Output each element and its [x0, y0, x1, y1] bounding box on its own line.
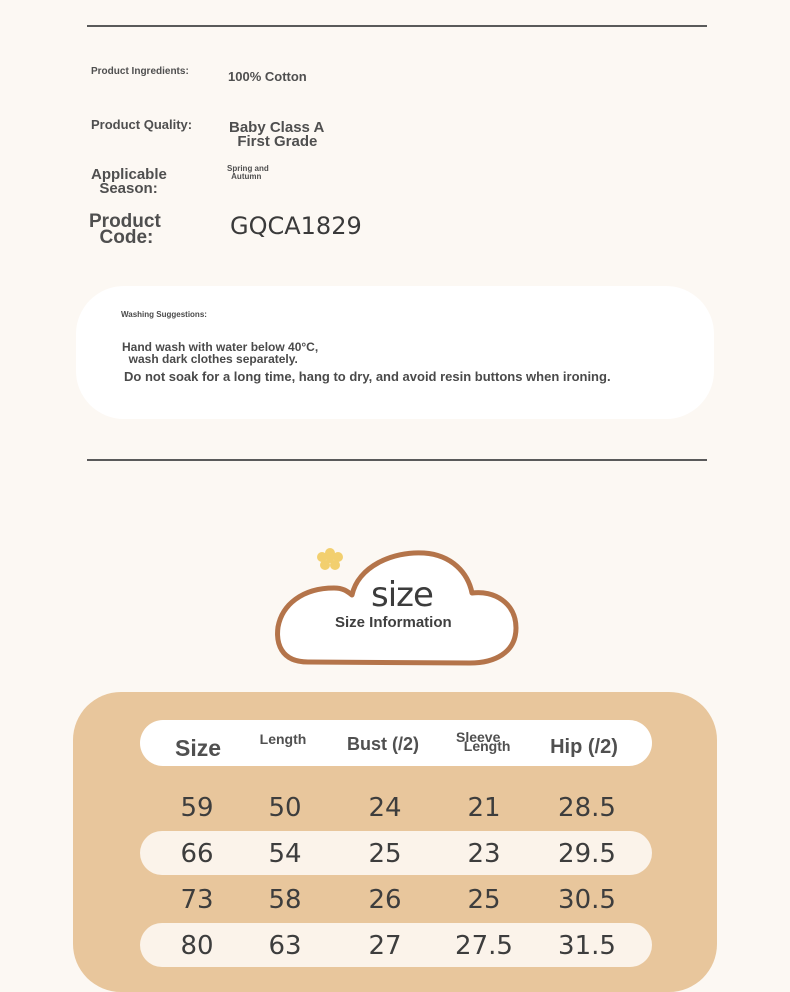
- cell-length: 54: [268, 839, 302, 869]
- quality-label: Product Quality:: [91, 117, 193, 132]
- cell-hip: 31.5: [558, 931, 616, 961]
- ingredients-value: 100% Cotton: [228, 69, 307, 84]
- cell-size: 73: [180, 885, 214, 915]
- quality-value: Baby Class A First Grade: [229, 119, 325, 150]
- cell-hip: 28.5: [558, 793, 616, 823]
- cell-bust: 25: [368, 839, 402, 869]
- cell-hip: 29.5: [558, 839, 616, 869]
- cell-sleeve-length: 25: [467, 885, 501, 915]
- cell-sleeve-length: 21: [467, 793, 501, 823]
- cell-length: 58: [268, 885, 302, 915]
- cell-bust: 24: [368, 793, 402, 823]
- code-value: GQCA1829: [230, 212, 362, 240]
- header-hip: Hip (/2): [550, 736, 618, 758]
- header-length: Length: [259, 731, 307, 747]
- header-bust: Bust (/2): [347, 734, 419, 754]
- flower-icon: [317, 548, 343, 570]
- cell-length: 50: [268, 793, 302, 823]
- ingredients-label: Product Ingredients:: [91, 66, 189, 77]
- size-subtitle: Size Information: [335, 614, 452, 631]
- cell-sleeve-length: 23: [467, 839, 501, 869]
- cell-bust: 27: [368, 931, 402, 961]
- cell-bust: 26: [368, 885, 402, 915]
- cell-size: 66: [180, 839, 214, 869]
- cell-hip: 30.5: [558, 885, 616, 915]
- washing-line-1: Hand wash with water below 40°C, wash dark clothes separately.: [122, 340, 319, 366]
- cell-size: 80: [180, 931, 214, 961]
- washing-card: [76, 286, 714, 419]
- top-divider: [87, 25, 707, 27]
- season-label: Applicable Season:: [91, 166, 167, 197]
- code-label: Product Code:: [89, 211, 161, 248]
- season-value: Spring and Autumn: [227, 164, 269, 181]
- middle-divider: [87, 459, 707, 461]
- cell-sleeve-length: 27.5: [455, 931, 513, 961]
- washing-title: Washing Suggestions:: [121, 310, 207, 319]
- header-size: Size: [174, 735, 222, 761]
- cell-size: 59: [180, 793, 214, 823]
- size-title: size: [371, 575, 433, 615]
- cell-length: 63: [268, 931, 302, 961]
- header-sleeve-length: Sleeve Length: [456, 729, 511, 754]
- washing-line-2: Do not soak for a long time, hang to dry, and avoid resin buttons when ironing.: [124, 369, 611, 384]
